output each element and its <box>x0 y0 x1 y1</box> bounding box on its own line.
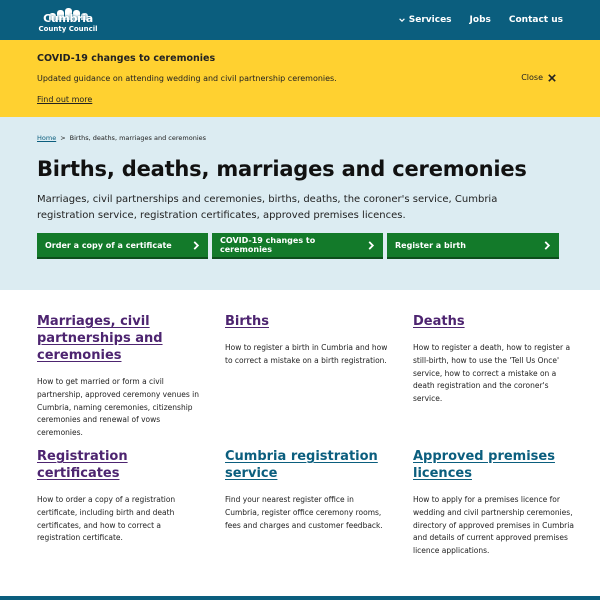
nav-jobs-label: Jobs <box>469 15 491 25</box>
card-births-text: How to register a birth in Cumbria and how to correct a mistake on a birth registration. <box>225 343 388 365</box>
nav-contact-us[interactable] <box>509 15 563 25</box>
nav-jobs[interactable] <box>470 15 491 25</box>
card-certificates-text: How to order a copy of a registration certificate, including birth and death certificates, and how to correct a registration certificate. <box>37 495 176 543</box>
action-buttons <box>37 233 563 257</box>
logo-subtitle: County Council <box>38 24 98 33</box>
action-label: Register a birth <box>395 240 466 250</box>
card-certificates-link[interactable]: Registration certificates <box>37 449 128 481</box>
card-births-link[interactable]: Births <box>225 314 269 329</box>
alert-text: Updated guidance on attending wedding and civil partnership ceremonies. <box>37 74 337 83</box>
card-premises-text: How to apply for a premises licence for wedding and civil partnership ceremonies, directory of approved premises in Cumbria and details of current approved premises licence applications. <box>413 495 574 556</box>
nav-services[interactable] <box>399 15 452 25</box>
breadcrumb-current: Births, deaths, marriages and ceremonies <box>69 134 207 142</box>
card-service-text: Find your nearest register office in Cumbria, register office ceremony rooms, fees and charges and customer feedback. <box>225 495 383 530</box>
footer-edge <box>0 596 600 600</box>
card-marriages-link[interactable]: Marriages, civil partnerships and ceremonies <box>37 314 163 363</box>
card-deaths <box>413 313 577 448</box>
order-certificate-button[interactable] <box>37 233 208 257</box>
nav-contact-label: Contact us <box>508 15 563 25</box>
card-service-link[interactable]: Cumbria registration service <box>225 449 378 481</box>
main-nav <box>399 15 563 25</box>
topic-cards <box>0 290 600 558</box>
card-births <box>225 313 389 448</box>
chevron-right-icon <box>368 241 375 250</box>
covid-alert-banner <box>0 40 600 117</box>
breadcrumb-separator: > <box>60 134 66 142</box>
card-registration-service <box>225 448 389 558</box>
card-registration-certificates <box>37 448 201 558</box>
alert-close-label: Close <box>521 73 543 82</box>
alert-title: COVID-19 changes to ceremonies <box>37 53 216 64</box>
cumbria-logo[interactable] <box>37 8 99 33</box>
alert-find-out-more-link[interactable]: Find out more <box>37 95 93 104</box>
chevron-right-icon <box>193 241 200 250</box>
card-deaths-text: How to register a death, how to register a still-birth, how to use the 'Tell Us Once' service, how to correct a mistake on a death registration and the coroner's service. <box>413 343 571 404</box>
breadcrumb-home-link[interactable]: Home <box>37 134 57 142</box>
card-approved-premises <box>413 448 577 558</box>
logo-name: Cumbria <box>43 11 93 25</box>
breadcrumb <box>37 134 563 142</box>
page-title: Births, deaths, marriages and ceremonies <box>37 157 527 181</box>
card-marriages <box>37 313 201 448</box>
site-header <box>0 0 600 40</box>
chevron-down-icon <box>399 17 405 23</box>
chevron-right-icon <box>544 241 551 250</box>
nav-services-label: Services <box>408 15 452 25</box>
page-intro: Marriages, civil partnerships and ceremonies, births, deaths, the coroner's service, Cumbria registration service, registration certificates, approved premises licences. <box>37 194 498 221</box>
action-label: COVID-19 changes to ceremonies <box>220 236 316 254</box>
alert-close-button[interactable] <box>521 73 556 82</box>
card-marriages-text: How to get married or form a civil partnership, approved ceremony venues in Cumbria, naming ceremonies, citizenship ceremonies and renewal of vows ceremonies. <box>37 377 199 438</box>
card-premises-link[interactable]: Approved premises licences <box>413 449 555 481</box>
register-birth-button[interactable] <box>387 233 559 257</box>
close-icon <box>548 74 556 82</box>
card-deaths-link[interactable]: Deaths <box>413 314 465 329</box>
hero-section <box>0 117 600 290</box>
covid-changes-button[interactable] <box>212 233 383 257</box>
action-label: Order a copy of a certificate <box>45 240 172 250</box>
